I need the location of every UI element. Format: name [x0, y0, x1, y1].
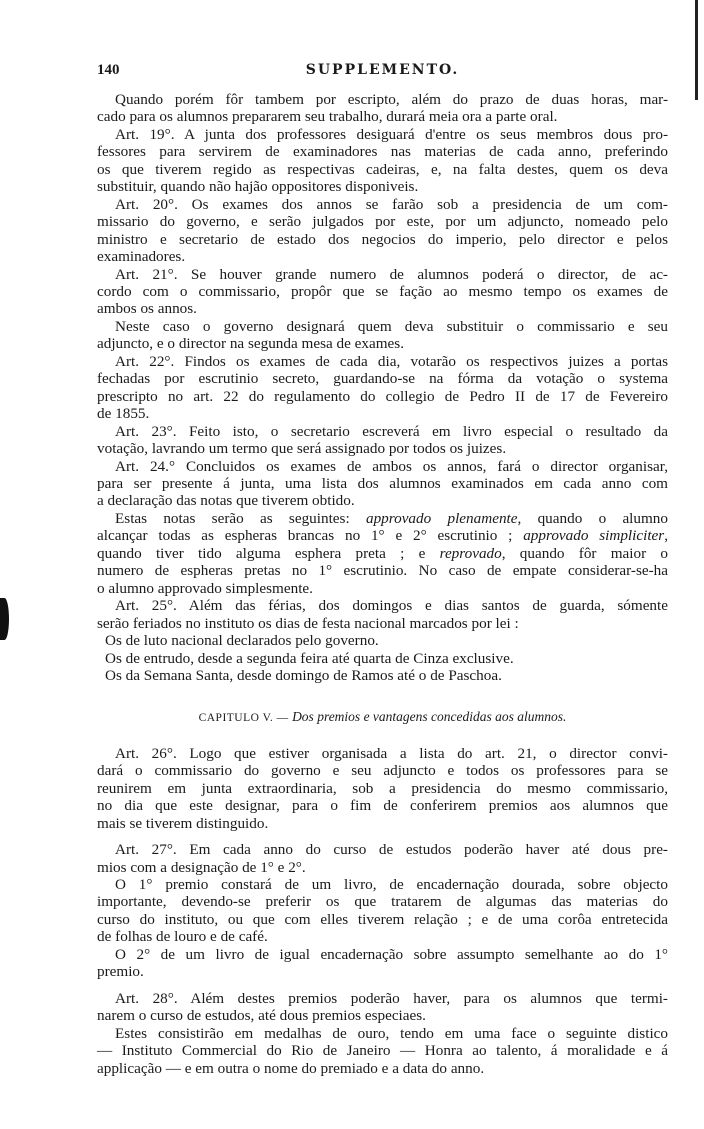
text-segment: alcançar todas as espheras brancas no 1° e 2° escrutinio ;: [97, 527, 524, 545]
text-line: [97, 545, 668, 562]
text-line: Art. 19°. A junta dos professores desiguará d'entre os seus membros dous pro-: [115, 125, 668, 143]
text-line: O 1° premio constará de um livro, de encadernação dourada, sobre objecto: [115, 876, 668, 894]
text-line: adjuncto, e o director na segunda mesa de exames.: [97, 335, 405, 353]
text-line: Neste caso o governo designará quem deva substituir o commissario e seu: [115, 317, 668, 335]
scan-binding-mark: [0, 598, 9, 640]
chapter-title: Dos premios e vantagens concedidas aos alumnos.: [292, 709, 567, 725]
text-line: Art. 21°. Se houver grande numero de alumnos poderá o director, de ac-: [115, 265, 668, 283]
text-line: mios com a designação de 1° e 2°.: [97, 858, 306, 876]
text-line: Art. 28°. Além destes premios poderão haver, para os alumnos que termi-: [115, 989, 668, 1007]
text-line: ministro e secretario de estado dos negocios do imperio, pelo director e pelos: [97, 230, 668, 248]
paragraph: [97, 458, 668, 510]
text-line: — Instituto Commercial do Rio de Janeiro — Honra ao talento, á moralidade e á: [97, 1042, 668, 1060]
text-line: applicação — e em outra o nome do premiado e a data do anno.: [97, 1059, 485, 1077]
paragraph: [97, 876, 668, 946]
text-line: o alumno approvado simplesmente.: [97, 579, 313, 597]
text-line: dará o commissario do governo e seu adjuncto e todos os professores para se: [97, 762, 668, 780]
text-line: O 2° de um livro de igual encadernação sobre assumpto semelhante ao do 1°: [115, 945, 668, 963]
text-line: Quando porém fôr tambem por escripto, além do prazo de duas horas, mar-: [115, 91, 668, 108]
text-line: Os de entrudo, desde a segunda feira até quarta de Cinza exclusive.: [105, 649, 514, 667]
paragraph: [97, 597, 668, 632]
paragraph: [97, 510, 668, 597]
italic-term: approvado simpliciter: [523, 527, 665, 545]
text-line: votação, lavrando um termo que será assignado por todos os juizes.: [97, 440, 507, 458]
text-line: substituir, quando não hajão oppositores disponiveis.: [97, 178, 419, 196]
paragraph: [97, 1025, 668, 1077]
page-number: 140: [97, 62, 120, 78]
text-line: examinadores.: [97, 248, 186, 266]
paragraph: [97, 745, 668, 832]
paragraph: [97, 91, 668, 126]
paragraph: [97, 126, 668, 196]
text-line: Estes consistirão em medalhas de ouro, tendo em uma face o seguinte distico: [115, 1024, 668, 1042]
text-line: os que tiverem regido as respectivas cadeiras, e, na falta destes, quem os deva: [97, 160, 668, 178]
paragraph: [97, 841, 668, 876]
list-item: [97, 667, 668, 684]
text-line: missario do governo, e serão julgados por este, por um adjuncto, nomeado pelo: [97, 213, 668, 231]
text-segment: ,: [664, 527, 668, 545]
list-item: [97, 650, 668, 667]
text-line: Art. 25°. Além das férias, dos domingos e dias santos de guarda, sómente: [115, 597, 668, 615]
running-title: SUPPLEMENTO.: [305, 62, 460, 78]
text-line: [97, 510, 668, 527]
paragraph: [97, 990, 668, 1025]
text-line: Art. 23°. Feito isto, o secretario escreverá em livro especial o resultado da: [115, 422, 668, 440]
italic-term: approvado plenamente: [365, 509, 518, 527]
text-line: de folhas de louro e de café.: [97, 928, 268, 946]
text-line: numero de espheras pretas no 1° escrutinio. No caso de empate considerar-se-ha: [97, 562, 668, 580]
text-segment: Estas notas serão as seguintes:: [115, 509, 366, 527]
text-line: prescripto no art. 22 do regulamento do collegio de Pedro II de 17 de Fevereiro: [97, 387, 668, 405]
page-body: [97, 91, 668, 1077]
text-line: reunirem em junta extraordinaria, sob a presidencia do mesmo commissario,: [97, 779, 668, 797]
text-segment: quando tiver tido alguma esphera preta ; e: [97, 544, 440, 562]
text-line: [97, 527, 668, 544]
paragraph: [97, 266, 668, 318]
text-line: cado para os alumnos prepararem seu trabalho, durará meia ora a parte oral.: [97, 108, 558, 126]
text-line: Art. 24.° Concluidos os exames de ambos os annos, fará o director organisar,: [115, 457, 668, 475]
chapter-label: CAPITULO V. —: [198, 712, 289, 725]
text-line: premio.: [97, 963, 144, 981]
text-line: serão feriados no instituto os dias de festa nacional marcados por lei :: [97, 614, 519, 632]
text-line: curso do instituto, ou que com elles tiverem relação ; e de uma corôa entretecida: [97, 910, 668, 928]
text-segment: , quando fôr maior o: [501, 544, 668, 562]
text-line: mais se tiverem distinguido.: [97, 814, 269, 832]
text-line: Art. 26°. Logo que estiver organisada a lista do art. 21, o director convi-: [115, 744, 668, 762]
text-line: Art. 27°. Em cada anno do curso de estudos poderão haver até dous pre-: [115, 841, 668, 859]
text-line: de 1855.: [97, 405, 150, 423]
text-line: Os da Semana Santa, desde domingo de Ramos até o de Paschoa.: [105, 666, 502, 684]
paragraph: [97, 318, 668, 353]
text-line: no dia que este designar, para o fim de conferirem premios aos alumnos que: [97, 797, 668, 815]
page-edge-line: [695, 0, 698, 100]
text-line: ambos os annos.: [97, 300, 197, 318]
text-line: importante, devendo-se preferir os que tratarem de algumas das materias do: [97, 893, 668, 911]
list-item: [97, 632, 668, 649]
text-line: a declaração das notas que tiverem obtido.: [97, 492, 355, 510]
italic-term: reprovado: [439, 544, 502, 562]
text-line: narem o curso de estudos, até dous premios especiaes.: [97, 1007, 426, 1025]
text-line: fessores para servirem de examinadores nas materias de cada anno, preferindo: [97, 143, 668, 161]
text-line: cordo com o commissario, propôr que se fação ao mesmo tempo os exames de: [97, 282, 668, 300]
chapter-heading: [97, 708, 668, 727]
text-line: fechadas por escrutinio secreto, guardando-se na fórma da votação o systema: [97, 370, 668, 388]
paragraph: [97, 196, 668, 266]
paragraph: [97, 353, 668, 423]
text-line: Os de luto nacional declarados pelo governo.: [105, 632, 379, 650]
text-line: para ser presente á junta, uma lista dos alumnos examinados em cada anno com: [97, 474, 668, 492]
page-header: [97, 62, 668, 82]
text-segment: , quando o alumno: [517, 509, 668, 527]
paragraph: [97, 423, 668, 458]
text-line: Art. 22°. Findos os exames de cada dia, votarão os respectivos juizes a portas: [115, 352, 668, 370]
text-line: Art. 20°. Os exames dos annos se farão sob a presidencia de um com-: [115, 195, 668, 213]
paragraph: [97, 946, 668, 981]
